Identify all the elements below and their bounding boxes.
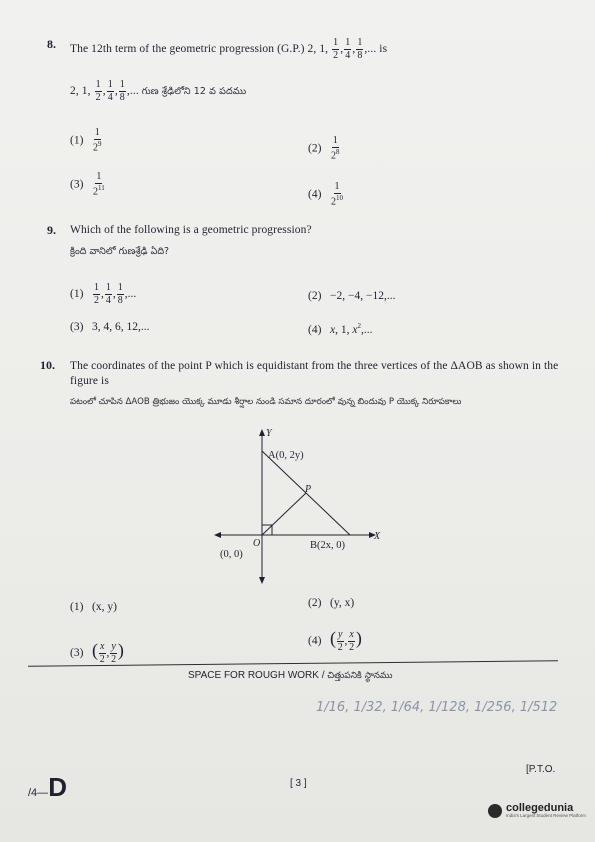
option-value: −2, −4, −12,... xyxy=(330,290,396,302)
q8-option-3[interactable] xyxy=(70,172,106,197)
booklet-code xyxy=(28,772,67,803)
frac: $\frac{1}{2}$ xyxy=(94,282,100,306)
frac: $\frac{1}{4}$ xyxy=(105,282,111,306)
q9-option-2[interactable] xyxy=(308,290,396,302)
label-a: A(0, 2y) xyxy=(268,450,304,461)
label-o: O xyxy=(253,538,261,549)
q8-option-2[interactable] xyxy=(308,136,341,161)
brand-tagline: India's Largest Student Review Platform xyxy=(506,813,586,818)
option-label: (1) xyxy=(70,601,84,613)
x-axis-arrow-left xyxy=(214,532,221,538)
q10-option-2[interactable] xyxy=(308,597,354,609)
rough-work-en: SPACE FOR ROUGH WORK / xyxy=(188,670,325,681)
q10-option-1[interactable] xyxy=(70,601,117,613)
question-8-text xyxy=(70,38,387,61)
option-label: (4) xyxy=(308,635,322,647)
label-origin: (0, 0) xyxy=(220,549,243,560)
frac: $\frac{1}{8}$ xyxy=(357,37,363,61)
question-9-number: 9. xyxy=(47,223,56,237)
seq-prefix: 2, 1, xyxy=(70,85,94,98)
handwritten-notes: 1/16, 1/32, 1/64, 1/128, 1/256, 1/512 xyxy=(316,700,558,715)
brand-name: collegedunia xyxy=(506,802,574,814)
option-label: (3) xyxy=(70,647,84,659)
booklet-letter: D xyxy=(48,772,67,802)
page-number: [ 3 ] xyxy=(290,778,307,789)
option-label: (4) xyxy=(308,323,322,336)
frac: $\frac{1}{4}$ xyxy=(345,37,351,61)
collegedunia-logo xyxy=(488,803,586,819)
option-value: $\frac{1}{2^{10}}$ xyxy=(331,181,344,208)
q10-option-3[interactable]: (3) ( $\frac{x}{2}$ , $\frac{y}{2}$ ) xyxy=(70,640,124,665)
booklet-prefix: /4— xyxy=(28,787,49,799)
question-10-text: The coordinates of the point P which is equidistant from the three vertices of the ΔAOB as shown in the figure is xyxy=(70,360,559,387)
pto-label: [P.T.O. xyxy=(526,764,556,775)
option-label: (1) xyxy=(70,288,84,301)
question-8-en: The 12th term of the geometric progression (G.P.) xyxy=(70,43,305,56)
option-value: (x, y) xyxy=(92,601,117,613)
rough-work-heading xyxy=(188,670,393,683)
question-10-number: 10. xyxy=(40,358,55,372)
option-value: (y, x) xyxy=(330,597,355,609)
frac: $\frac{x}{2}$ xyxy=(99,640,105,665)
option-value: $\frac{1}{2^{11}}$ xyxy=(93,171,105,198)
question-8-number: 8. xyxy=(47,37,56,51)
is-word: is xyxy=(379,43,388,56)
frac: $\frac{1}{8}$ xyxy=(119,79,125,103)
option-value: $\frac{1}{2^8}$ xyxy=(331,135,340,162)
frac: $\frac{x}{2}$ xyxy=(349,628,355,653)
q8-option-1[interactable] xyxy=(70,128,103,153)
option-label: (2) xyxy=(308,142,322,155)
q8-option-4[interactable] xyxy=(308,182,344,207)
label-b: B(2x, 0) xyxy=(310,540,345,551)
question-8-sequence: 2, 1, $\frac{1}{2}$ , $\frac{1}{4}$ , $\frac{1}{8}$ ,... is xyxy=(307,37,388,61)
option-value: 3, 4, 6, 12,... xyxy=(92,321,150,333)
option-label: (4) xyxy=(308,188,322,201)
question-9-text: Which of the following is a geometric progression? xyxy=(70,224,312,236)
frac: $\frac{y}{2}$ xyxy=(111,640,117,665)
frac: $\frac{1}{2}$ xyxy=(333,37,339,61)
option-label: (3) xyxy=(70,321,84,333)
mascot-icon xyxy=(488,804,502,818)
segment-op xyxy=(262,493,306,535)
frac: $\frac{1}{2}$ xyxy=(95,79,101,103)
rough-work-te: చిత్తుపనికి స్థానము xyxy=(327,671,393,681)
option-value: $\frac{1}{2^9}$ xyxy=(93,127,102,154)
option-label: (1) xyxy=(70,134,84,147)
telugu-text: గుణ శ్రేఢిలోని 12 వ పదము xyxy=(141,86,247,98)
q9-option-4[interactable]: (4) x, 1, $x^2$,... xyxy=(308,322,373,336)
option-label: (2) xyxy=(308,597,322,609)
frac: $\frac{1}{8}$ xyxy=(117,282,123,306)
seq-prefix: 2, 1, xyxy=(307,43,332,56)
q9-option-1[interactable]: (1) $\frac{1}{2}$ , $\frac{1}{4}$ , $\frac{1}{8}$ ,... xyxy=(70,282,137,306)
frac: $\frac{y}{2}$ xyxy=(337,628,343,653)
q10-option-4[interactable]: (4) ( $\frac{y}{2}$ , $\frac{x}{2}$ ) xyxy=(308,628,362,653)
option-label: (3) xyxy=(70,178,84,191)
q9-option-3[interactable] xyxy=(70,321,150,333)
y-axis-arrow-up xyxy=(259,429,265,436)
question-8-te: 2, 1, $\frac{1}{2}$ , $\frac{1}{4}$ , $\frac{1}{8}$ ,... గుణ శ్రేఢిలోని 12 వ పదము xyxy=(70,79,247,103)
question-10-te: పటంలో చూపిన ΔAOB త్రిభుజం యొక్క మూడు శీర్షాల నుండి సమాన దూరంలో వున్న బిందువు P యొక్క నిరూపకాలు xyxy=(70,397,462,407)
label-p: P xyxy=(305,484,312,495)
y-axis-arrow-down xyxy=(259,577,265,584)
option-label: (2) xyxy=(308,290,322,302)
triangle-figure xyxy=(200,425,400,585)
frac: $\frac{1}{4}$ xyxy=(107,79,113,103)
label-x: X xyxy=(374,531,381,542)
label-y: Y xyxy=(266,428,272,439)
question-9-te: క్రింది వానిలో గుణశ్రేఢి ఏది? xyxy=(70,246,170,257)
